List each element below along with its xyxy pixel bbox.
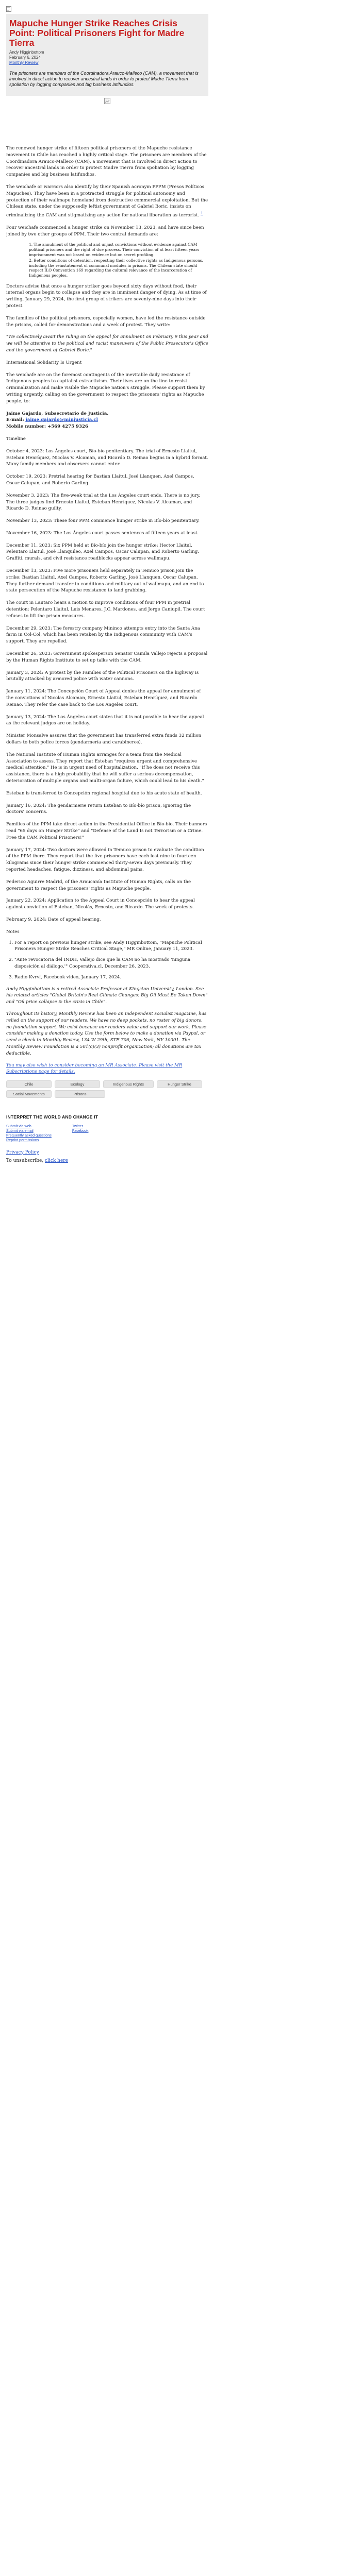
timeline-entry: December 11, 2023: Six PPM held at Bío-bío join the hunger strike: Hector Llaitul, Pelentaro Llaitul, José Llanquileo, Axel Campos, Oscar Calupan, and Roberto Garling. Graffiti, murals, and civil resistance roadblocks appear across wallmapu. bbox=[6, 543, 199, 562]
timeline-entry: January 16, 2024: The gendarmerie return Esteban to Bío-bío prison, ignoring the doctors' concerns. bbox=[6, 803, 191, 815]
unsubscribe-link[interactable]: click here bbox=[45, 1158, 68, 1164]
timeline-entry: The court in Lautaro hears a motion to improve conditions of four PPM in pretrial detention: Pelentaro Llaitul, Luis Menares, J.C. Mardones, and Jorge Caniupil. The court refuses to lift the prison measures. bbox=[6, 600, 205, 619]
paragraph: The renewed hunger strike of fifteen political prisoners of the Mapuche resistance movement in Chile has reached a highly critical stage. The prisoners are members of the Coordinadora Arauco-Malleco (CAM), a movement that is involved in direct action to recover ancestral lands in order to protect Madre Tierra from spoliation by logging companies and big business latifundios. bbox=[6, 146, 207, 178]
author-bio: Andy Higginbottom is a retired Associate Professor at Kingston University, London. See his related articles "Global Britain's Real Climate Changes: Big Oil Must Be Taken Down" and "Oil price collapse & the crisis in Chile". bbox=[6, 986, 208, 1005]
timeline-entry: January 11, 2024: The Concepción Court of Appeal denies the appeal for annulment of the convictions of Nicolas Alcaman, Ernesto Llaitul, Esteban Henríquez, and Ricardo Reinao. They refer the case back to the Los Ángeles court. bbox=[6, 689, 201, 707]
support-text: Throughout its history, Monthly Review has been an independent socialist magazine, has relied on the support of our readers. We have no deep pockets, no roster of big donors, no foundation support. We exist because our readers value and support our work. Please consider making a donation today. Use the form below to make a donation via Paypal, or send a check to Monthly Review, 134 W 29th, STE 706, New York, NY 10001. The Monthly Review Foundation is a 501(c)(3) nonprofit organization; all donations are tax deductible. bbox=[6, 1011, 207, 1056]
footer-column-submit bbox=[6, 1124, 52, 1142]
tag-list bbox=[6, 1080, 208, 1098]
divider bbox=[6, 1103, 208, 1110]
bottom-links bbox=[6, 1149, 208, 1164]
timeline-entry: January 17, 2024: Two doctors were allowed in Temuco prison to evaluate the condition of the PPM there. They report that the five prisoners have each lost nine to fourteen kilograms since their hunger strike commenced thirty-seven days previously. They reported headaches, fatigue, dizziness, and abdominal pains. bbox=[6, 847, 204, 872]
tag[interactable]: Hunger Strike bbox=[157, 1080, 202, 1088]
timeline-entry: November 3, 2023: The five-week trial at the Los Ángeles court ends. There is no jury. The three judges find Ernesto Llaitul, Esteban Henríquez, Nicolas V. Alcaman, and Ricardo D. Reinao guilty. bbox=[6, 493, 201, 512]
contact-email-link[interactable]: jaime.gajardo@minjusticia.cl bbox=[25, 417, 98, 423]
footer-link-facebook[interactable]: Facebook bbox=[72, 1128, 89, 1133]
paragraph: Doctors advise that once a hunger striker goes beyond sixty days without food, their internal organs begin to collapse and they are in imminent danger of dying. As at time of writing, January 29, 2024, the first group of strikers are seventy-nine days into their protest. bbox=[6, 283, 207, 309]
contact-name: Jaime Gajardo, Subsecretario de Justicia. bbox=[6, 411, 109, 416]
timeline-entry: February 9, 2024: Date of appeal hearing. bbox=[6, 917, 101, 922]
article-date: February 6, 2024 bbox=[9, 55, 41, 60]
timeline-entry: January 3, 2024: A protest by the Families of the Political Prisoners on the highway is brutally attacked by armored police with water cannons. bbox=[6, 670, 199, 682]
timeline-entry: October 4, 2023: Los Ángeles court, Bío-bío penitentiary. The trial of Ernesto Llaitul, Esteban Henríquez, Nicolas V. Alcaman, and Ricardo D. Reinao begins in a hybrid format. Many family members and observers cannot enter. bbox=[6, 448, 208, 467]
contact-email-label: E-mail: bbox=[6, 417, 26, 423]
contact-block bbox=[6, 411, 208, 430]
timeline-entry: Federico Aguirre Madrid, of the Araucanía Institute of Human Rights, calls on the government to respect the prisoners' rights as Mapuche people. bbox=[6, 879, 191, 891]
timeline-entry: October 19, 2023: Pretrial hearing for Bastian Llaitul, José Llanquen, Axel Campos, Oscar Calupan, and Roberto Garling. bbox=[6, 474, 194, 486]
paragraph: Four weichafe commenced a hunger strike on November 13, 2023, and have since been joined by two other groups of PPM. Their two central demands are: bbox=[6, 225, 204, 237]
list-item: 2. Better conditions of detention, respecting their collective rights as Indigenous persons, including the reinstatement of communal modules in prisons. The Chilean state should respect ILO Convention 169 regarding the cultural relevance of the incarceration of Indigenous peoples. bbox=[29, 258, 203, 278]
contact-email-line bbox=[6, 417, 208, 423]
footer-link[interactable]: Submit via web bbox=[6, 1124, 31, 1129]
tag[interactable]: Ecology bbox=[55, 1080, 100, 1088]
note-item bbox=[14, 940, 208, 953]
timeline-entry: December 26, 2023: Government spokesperson Senator Camila Vallejo rejects a proposal by the Human Rights Institute to set up talks with the CAM. bbox=[6, 651, 208, 663]
page bbox=[6, 0, 208, 1181]
contact-phone: Mobile number: +569 4275 9326 bbox=[6, 424, 88, 430]
timeline-entry: Families of the PPM take direct action in the Presidential Office in Bío-bío. Their banners read "65 days on Hunger Strike" and "Defense of the Land Is not Terrorism or a Crime. Free the CAM Political Prisoners!" bbox=[6, 822, 207, 840]
timeline-heading: Timeline bbox=[6, 436, 26, 442]
paragraph: The families of the political prisoners, especially women, have led the resistance outside the prisons, called for demonstrations and a week of protest. They write: bbox=[6, 315, 206, 328]
note-item bbox=[14, 974, 208, 981]
timeline-entry: November 13, 2023: These four PPM commence hunger strike in Bío-bío penitentiary. bbox=[6, 518, 200, 524]
timeline-entry: November 16, 2023: The Los Ángeles court passes sentences of fifteen years at least. bbox=[6, 530, 199, 536]
page-icon bbox=[6, 6, 11, 12]
footer bbox=[6, 1114, 208, 1142]
article-header bbox=[6, 14, 208, 96]
note-link[interactable]: "Ante revocatoria del INDH, Vallejo dice que la CAM no ha mostrado 'ninguna disposición al diálogo,'" Cooperativa.cl, December 26, 2023. bbox=[14, 957, 191, 969]
subscriptions-link[interactable]: You may also wish to consider becoming an MR Associate. Please visit the MR Subscriptions page for details. bbox=[6, 1062, 183, 1075]
demands-list bbox=[6, 242, 208, 278]
note-item bbox=[14, 957, 208, 970]
timeline-entry: January 22, 2024: Application to the Appeal Court in Concepción to hear the appeal against conviction of Esteban, Nicolás, Ernesto, and Ricardo. The week of protests. bbox=[6, 898, 195, 910]
tag[interactable]: Social Movements bbox=[6, 1090, 52, 1098]
footnote-ref-1[interactable]: 1 bbox=[200, 211, 203, 216]
footer-column-social bbox=[72, 1124, 89, 1142]
article-title: Mapuche Hunger Strike Reaches Crisis Point: Political Prisoners Fight for Madre Tierra bbox=[9, 18, 185, 48]
unsubscribe-text: To unsubscribe, bbox=[6, 1158, 45, 1164]
footer-link[interactable]: Submit via email bbox=[6, 1128, 34, 1133]
notes-list bbox=[6, 940, 208, 981]
article-author: Andy Higginbottom bbox=[9, 50, 44, 55]
tag[interactable]: Prisons bbox=[55, 1090, 105, 1098]
timeline-entry: January 13, 2024: The Los Ángeles court states that it is not possible to hear the appeal as the relevant judges are on holiday. bbox=[6, 714, 204, 726]
footer-link-twitter[interactable]: Twitter bbox=[72, 1124, 84, 1129]
timeline-entry: December 13, 2023: Five more prisoners held separately in Temuco prison join the strike: Bastian Llaitul, Axel Campos, Roberto Garling, José Llanquen, Oscar Calupan. They further demand transfer to conditions and military out of wallmapu, and an end to state persecution of the Mapuche resistance to land grabbing. bbox=[6, 568, 204, 594]
list-item: 1. The annulment of the political and unjust convictions without evidence against CAM political prisoners and the right of due process. Their conviction of at least fifteen years imprisonment was not based on evidence but on secret profiling. bbox=[29, 242, 200, 257]
tag[interactable]: Indigenous Rights bbox=[103, 1080, 154, 1088]
footer-link[interactable]: Reprint permissions bbox=[6, 1138, 39, 1143]
source-link[interactable]: Monthly Review bbox=[9, 60, 39, 65]
notes-heading: Notes bbox=[6, 929, 20, 935]
timeline-entry: December 29, 2023: The forestry company Mininco attempts entry into the Santa Ana farm in Col-Col, which has been retaken by the Indigenous community with CAM's support. They are repelled. bbox=[6, 625, 200, 645]
paragraph: The weichafe are on the foremost contingents of the inevitable daily resistance of Indigenous peoples to capitalist extractivism. Their lives are on the line to resist criminalization and make visible the Mapuche nation's struggle. Please support them by writing urgently, calling on the government to respect the prisoners' rights as Mapuche people, to: bbox=[6, 372, 205, 404]
timeline-entry: The National Institute of Human Rights arranges for a team from the Medical Association to assess. They report that Esteban "requires urgent and comprehensive medical attention." He is in urgent need of hospitalization. "If he does not receive this assistance, there is a high probability that he will suffer a serious decompensation, deterioration of multiple organs and multi-organ failure, which could lead to his death." bbox=[6, 752, 204, 784]
article-lede: The prisoners are members of the Coordinadora Arauco-Malleco (CAM), a movement that is involved in direct action to recover ancestral lands in order to protect Madre Tierra from spoliation by logging companies and big business latifundios. bbox=[9, 71, 199, 87]
tag[interactable]: Chile bbox=[6, 1080, 52, 1088]
unsubscribe-line bbox=[6, 1158, 208, 1164]
note-link[interactable]: Radio Kvrvf, Facebook video, January 17, 2024. bbox=[14, 974, 121, 980]
footer-columns bbox=[6, 1124, 208, 1142]
paragraph-text: The weichafe or warriors also identify by their Spanish acronym PPPM (Presos Políticos Mapuches). They have been in a protracted struggle for political autonomy and protection of their wallmapu homeland from destructive commercial exploitation. But the Chilean state, under the supposedly leftist government of Gabriel Boric, insists on criminalizing the CAM and stigmatizing any action for national liberation as terrorist. bbox=[6, 184, 208, 218]
paragraph: "We collectively await the ruling on the appeal for annulment on February 9 this year and we will be attentive to the political and racist maneuvers of the Public Prosecutor's Office and the government of Gabriel Boric." bbox=[6, 334, 208, 353]
support-text-2 bbox=[6, 1062, 208, 1076]
timeline-entry: Minister Monsalve assures that the government has transferred extra funds 32 million dollars to both police forces (gendarmería and carabineros). bbox=[6, 733, 202, 745]
subheading: International Solidarity Is Urgent bbox=[6, 360, 82, 365]
article-meta bbox=[9, 50, 205, 65]
timeline-entry: Esteban is transferred to Concepción regional hospital due to his acute state of health. bbox=[6, 790, 202, 796]
image-placeholder-icon bbox=[104, 98, 110, 104]
privacy-policy-link[interactable]: Privacy Policy bbox=[6, 1150, 39, 1156]
note-link[interactable]: For a report on previous hunger strike, see Andy Higginbottom, "Mapuche Political Prisoners Hunger Strike Reaches Critical Stage," MR Online, January 11, 2023. bbox=[14, 940, 202, 952]
footer-heading: INTERPRET THE WORLD AND CHANGE IT bbox=[6, 1114, 99, 1120]
footer-link[interactable]: Frequently asked questions bbox=[6, 1133, 52, 1138]
paragraph bbox=[6, 184, 208, 219]
